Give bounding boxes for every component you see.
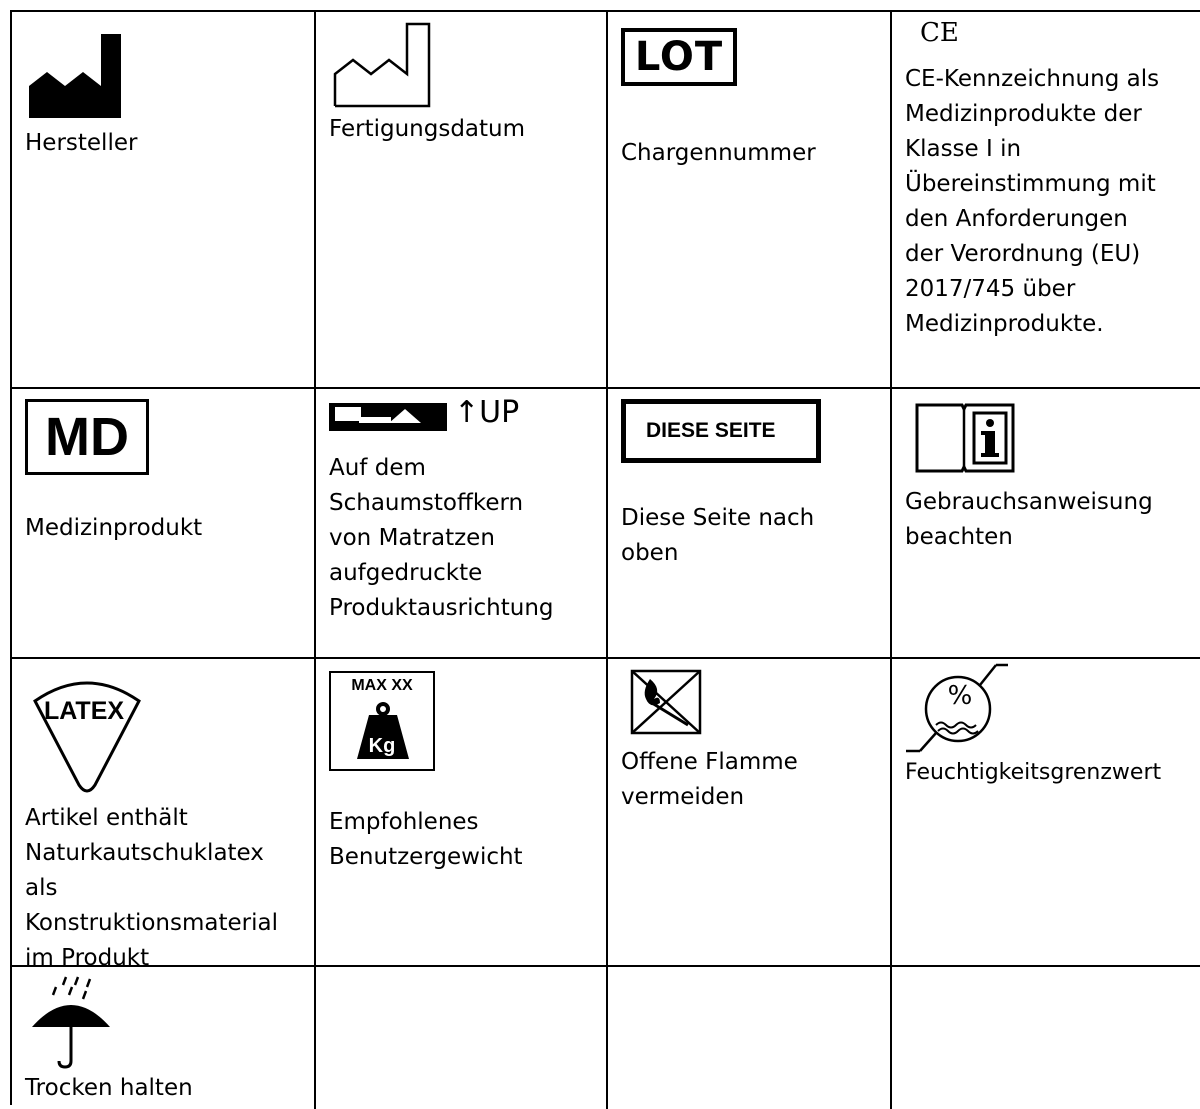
orientation-label: Auf dem Schaumstoffkern von Matratzen aufgedruckte Produktausrichtung: [329, 455, 554, 621]
this-side-up-label: Diese Seite nach oben: [621, 505, 815, 566]
cell-orientation: [316, 389, 608, 659]
md-icon: [25, 399, 149, 475]
cell-latex: [12, 659, 316, 971]
cell-medical-device: [12, 389, 316, 659]
no-open-flame-label: Offene Flamme vermeiden: [621, 749, 798, 810]
humidity-limit-label: Feuchtigkeitsgrenzwert: [905, 760, 1162, 785]
lot-icon: [621, 28, 737, 86]
md-icon-text: MD: [45, 407, 129, 467]
date-of-manufacture-icon: [329, 22, 433, 108]
cell-keep-dry: [12, 967, 316, 1109]
weight-unit-text: Kg: [368, 735, 396, 757]
cell-empty-1: [316, 967, 608, 1109]
symbol-table: [10, 10, 1200, 1105]
this-side-up-icon: [621, 399, 821, 463]
cell-date-of-manufacture: [316, 12, 608, 389]
cell-max-weight: [316, 659, 608, 967]
cell-batch-code: [608, 12, 892, 389]
ce-icon: CE: [920, 18, 959, 48]
max-weight-icon: [329, 671, 435, 771]
instructions-label: Gebrauchsanweisung beachten: [905, 489, 1153, 550]
cell-instructions: [892, 389, 1200, 659]
humidity-limit-icon: [904, 663, 1014, 759]
cell-no-open-flame: [608, 659, 892, 967]
keep-dry-umbrella-icon: [28, 973, 114, 1069]
latex-label: Artikel enthält Naturkautschuklatex als Konstruktionsmaterial im Produkt: [25, 805, 278, 971]
latex-icon-text: LATEX: [43, 697, 125, 725]
up-arrow-icon: ↑UP: [454, 395, 520, 430]
cell-empty-2: [608, 967, 892, 1109]
cell-manufacturer: [12, 12, 316, 389]
keep-dry-label: Trocken halten: [25, 1075, 193, 1101]
manufacturer-icon: [25, 34, 125, 118]
instructions-book-icon: [914, 401, 1016, 473]
max-weight-icon-text: MAX XX: [351, 677, 413, 694]
medical-device-label: Medizinprodukt: [25, 515, 203, 541]
date-of-manufacture-label: Fertigungsdatum: [329, 116, 526, 142]
humidity-percent-text: %: [947, 681, 973, 711]
ce-mark-label: CE-Kennzeichnung als Medizinprodukte der Klasse I in Übereinstimmung mit den Anforderungen der Verordnung (EU) 2017/745 über Medizinprodukte.: [905, 66, 1160, 337]
max-weight-label: Empfohlenes Benutzergewicht: [329, 809, 523, 870]
cell-empty-3: [892, 967, 1200, 1109]
mattress-orientation-icon: [329, 403, 447, 431]
lot-icon-text: LOT: [634, 34, 724, 80]
manufacturer-label: Hersteller: [25, 130, 138, 156]
cell-ce-mark: [892, 12, 1200, 389]
this-side-up-icon-text: DIESE SEITE: [646, 419, 776, 442]
cell-this-side-up: [608, 389, 892, 659]
batch-code-label: Chargennummer: [621, 140, 816, 166]
cell-humidity-limit: [892, 659, 1200, 967]
no-open-flame-icon: [630, 669, 702, 735]
latex-icon: [25, 671, 149, 795]
